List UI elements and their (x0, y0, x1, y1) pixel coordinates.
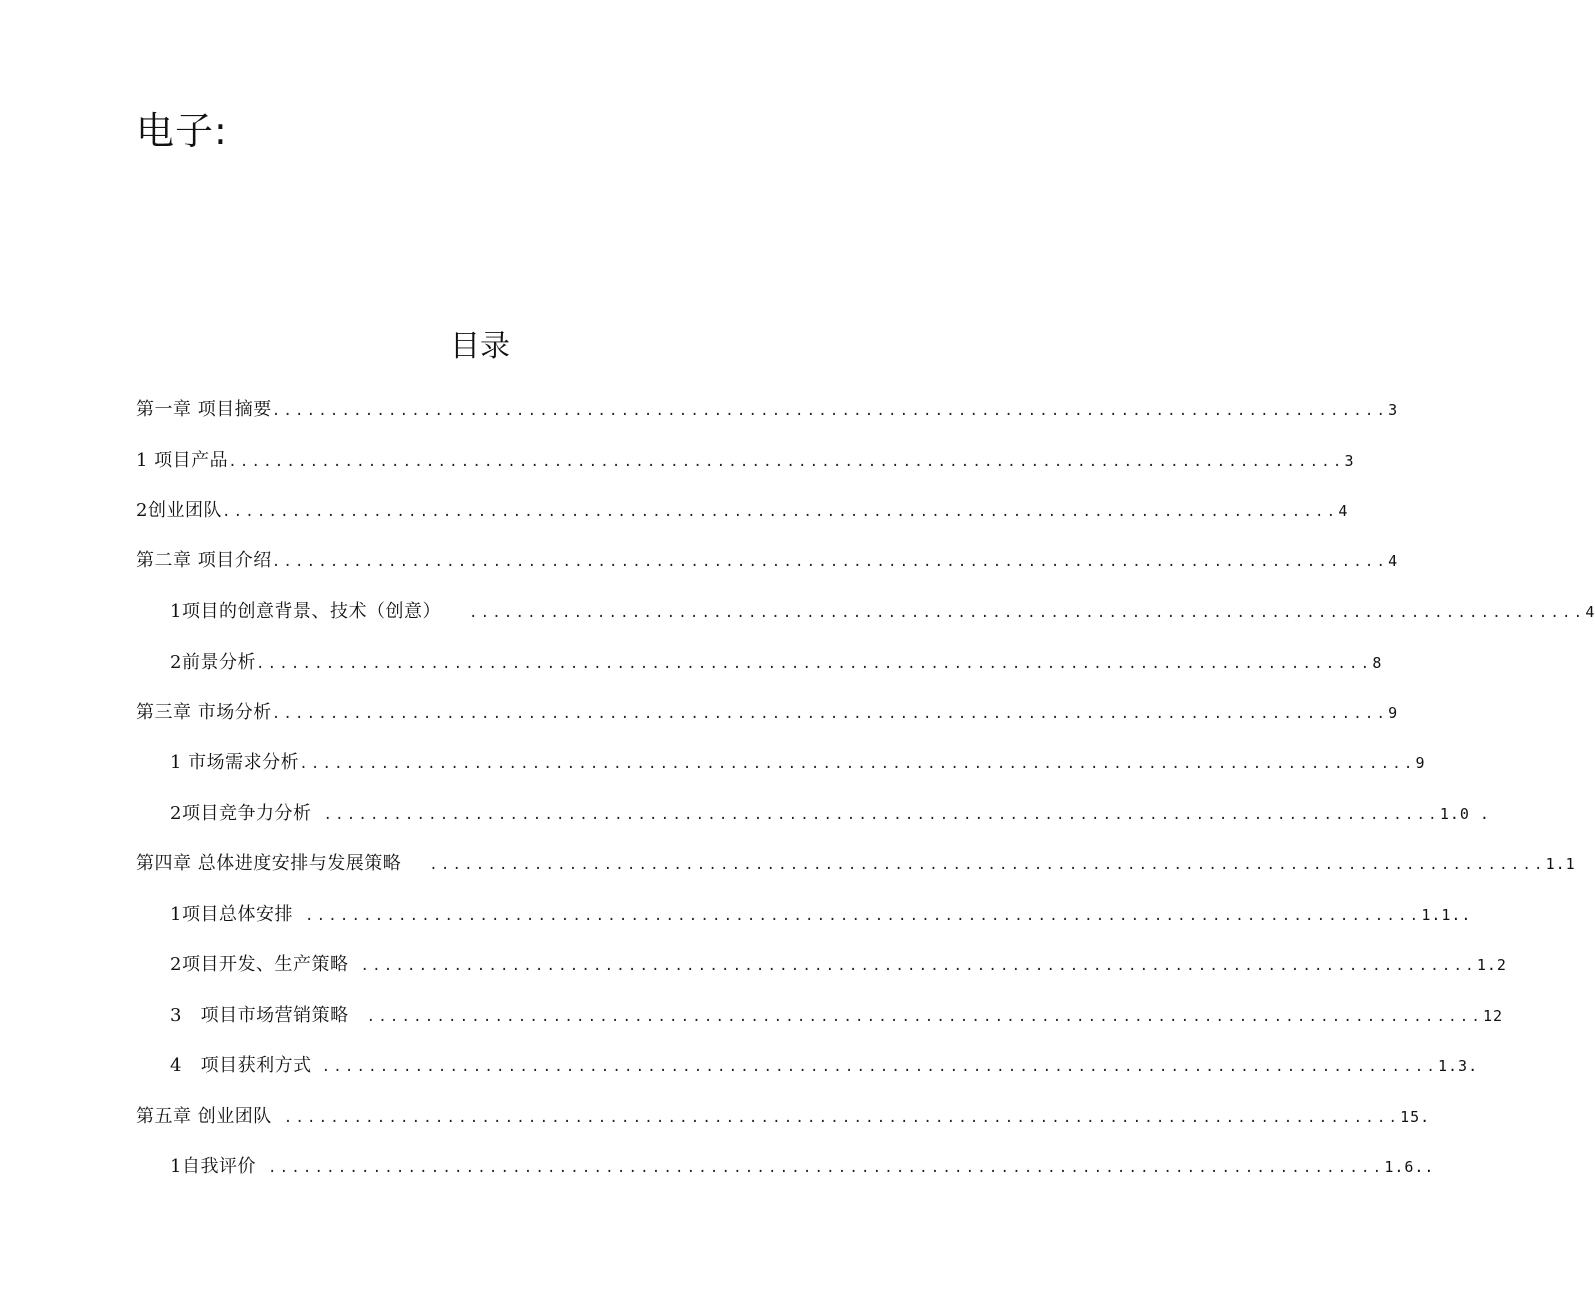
toc-entry-text: 4 项目获利方式 (170, 1055, 312, 1076)
toc-entry-chapter-3[interactable] (136, 701, 1399, 725)
toc-entry-chapter-1[interactable] (136, 398, 1399, 422)
toc-entry-page: 1.3. (1437, 1057, 1479, 1075)
toc-entry-2-1[interactable] (170, 600, 1595, 624)
toc-entry-4-2[interactable] (170, 953, 1507, 977)
toc-leader-dots: ................................................................................................ (429, 857, 1546, 873)
toc-entry-1-1[interactable] (136, 449, 1355, 473)
toc-entry-text: 1项目的创意背景、技术（创意） (170, 601, 441, 622)
toc-entry-text: 1 项目产品 (136, 450, 229, 471)
toc-entry-page: 9 (1388, 704, 1399, 722)
toc-leader-dots: ................................................................................................ (267, 1160, 1385, 1176)
toc-entry-page: 1.1.. (1421, 906, 1472, 924)
toc-leader-dots: ................................................................................................ (304, 908, 1422, 924)
toc-entry-4-1[interactable] (170, 903, 1472, 927)
toc-leader-dots: ................................................................................................ (271, 403, 1389, 419)
toc-entry-4-3[interactable] (170, 1004, 1504, 1028)
toc-leader-dots: ................................................................................................ (283, 1110, 1401, 1126)
toc-entry-page: 3 (1388, 401, 1399, 419)
toc-title: 目录 (450, 329, 510, 364)
toc-leader-dots: ................................................................................................ (323, 807, 1440, 823)
toc-entry-page: 12 (1482, 1007, 1504, 1025)
toc-leader-dots: ................................................................................................ (271, 706, 1389, 722)
toc-entry-text: 第二章 项目介绍 (136, 550, 272, 571)
toc-entry-page: 1.1 (1545, 855, 1576, 873)
toc-leader-dots: ................................................................................................ (468, 605, 1586, 621)
toc-entry-chapter-5[interactable] (136, 1105, 1431, 1129)
toc-leader-dots: ................................................................................................ (299, 756, 1416, 772)
toc-entry-3-2[interactable] (170, 802, 1490, 826)
toc-entry-text: 第四章 总体进度安排与发展策略 (136, 853, 402, 874)
toc-entry-chapter-2[interactable] (136, 549, 1399, 573)
toc-entry-3-1[interactable] (170, 751, 1426, 775)
toc-entry-page: 1.6.. (1384, 1158, 1435, 1176)
toc-leader-dots: ................................................................................................ (255, 656, 1373, 672)
toc-entry-text: 2前景分析 (170, 652, 256, 673)
toc-entry-5-1[interactable] (170, 1155, 1435, 1179)
toc-entry-1-2[interactable] (136, 499, 1349, 523)
toc-entry-page: 4 (1585, 603, 1595, 621)
toc-entry-4-4[interactable] (170, 1054, 1479, 1078)
toc-entry-page: 1.0 . (1439, 805, 1490, 823)
header-label: 电子: (136, 109, 228, 153)
toc-leader-dots: ................................................................................................ (366, 1009, 1483, 1025)
toc-leader-dots: ................................................................................................ (228, 454, 1345, 470)
toc-leader-dots: ................................................................................................ (271, 554, 1389, 570)
toc-entry-page: 1.2 (1476, 956, 1507, 974)
toc-leader-dots: ................................................................................................ (321, 1059, 1438, 1075)
toc-entry-text: 2项目竞争力分析 (170, 803, 312, 824)
toc-entry-page: 4 (1338, 502, 1349, 520)
toc-entry-text: 第一章 项目摘要 (136, 399, 272, 420)
toc-entry-text: 2创业团队 (136, 500, 222, 521)
toc-entry-page: 15. (1400, 1108, 1431, 1126)
toc-entry-text: 2项目开发、生产策略 (170, 954, 349, 975)
toc-entry-text: 1自我评价 (170, 1156, 256, 1177)
toc-entry-text: 第三章 市场分析 (136, 702, 272, 723)
toc-entry-text: 1 市场需求分析 (170, 752, 300, 773)
toc-leader-dots: ................................................................................................ (360, 958, 1477, 974)
toc-entry-page: 9 (1415, 754, 1426, 772)
toc-entry-2-2[interactable] (170, 651, 1383, 675)
toc-entry-page: 8 (1372, 654, 1383, 672)
toc-entry-text: 1项目总体安排 (170, 904, 293, 925)
toc-entry-page: 4 (1388, 552, 1399, 570)
toc-leader-dots: ................................................................................................ (221, 504, 1339, 520)
toc-entry-text: 3 项目市场营销策略 (170, 1005, 349, 1026)
toc-entry-page: 3 (1344, 452, 1355, 470)
toc-entry-text: 第五章 创业团队 (136, 1106, 272, 1127)
toc-entry-chapter-4[interactable] (136, 852, 1576, 876)
